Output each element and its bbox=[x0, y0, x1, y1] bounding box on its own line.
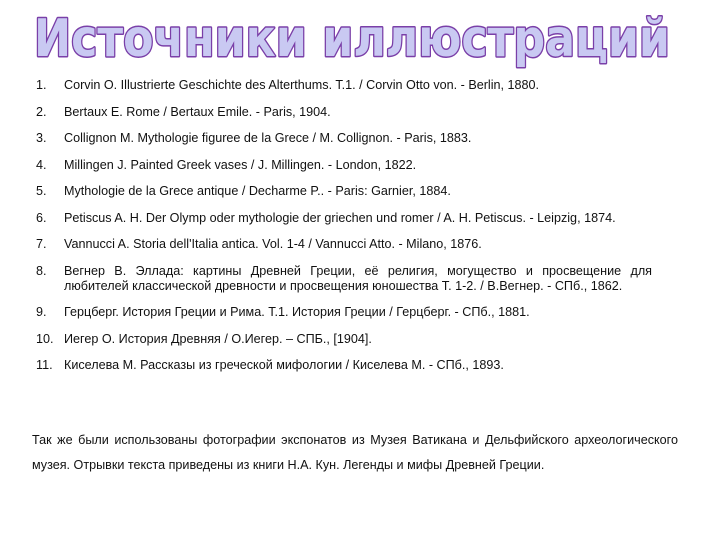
reference-text: Petiscus A. H. Der Olymp oder mythologie der griechen und romer / A. H. Petiscus. - Leipzig, 1874. bbox=[64, 210, 616, 225]
references-list bbox=[36, 78, 652, 385]
reference-number: 3. bbox=[36, 131, 47, 145]
reference-item bbox=[36, 211, 652, 226]
reference-number: 1. bbox=[36, 78, 47, 92]
sources-note: Так же были использованы фотографии экспонатов из Музея Ватикана и Дельфийского археологического музея. Отрывки текста приведены из книги Н.А. Кун. Легенды и мифы Древней Греции. bbox=[32, 433, 678, 472]
reference-item bbox=[36, 184, 652, 199]
reference-number: 2. bbox=[36, 104, 47, 119]
reference-number: 9. bbox=[36, 305, 47, 319]
reference-text: Millingen J. Painted Greek vases / J. Millingen. - London, 1822. bbox=[64, 157, 417, 172]
page-title: Источники иллюстраций bbox=[34, 9, 670, 69]
reference-text: Collignon M. Mythologie figuree de la Grece / M. Collignon. - Paris, 1883. bbox=[64, 131, 472, 145]
reference-item bbox=[36, 305, 652, 320]
reference-text: Иегер О. История Древняя / О.Иегер. – СПБ., [1904]. bbox=[64, 331, 372, 346]
reference-item bbox=[36, 105, 652, 120]
reference-number: 10. bbox=[36, 331, 54, 346]
reference-number: 8. bbox=[36, 263, 47, 278]
reference-text: Mythologie de la Grece antique / Decharme P.. - Paris: Garnier, 1884. bbox=[64, 184, 451, 198]
reference-number: 6. bbox=[36, 210, 47, 225]
reference-text: Вегнер В. Эллада: картины Древней Греции, её религия, могущество и просвещение для любителей классической древности и просвещения юношества Т. 1-2. / В.Вегнер. - СПб., 1862. bbox=[64, 263, 652, 293]
reference-item bbox=[36, 332, 652, 347]
reference-number: 7. bbox=[36, 237, 47, 251]
reference-text: Bertaux E. Rome / Bertaux Emile. - Paris, 1904. bbox=[64, 104, 331, 119]
reference-number: 5. bbox=[36, 184, 47, 198]
reference-item bbox=[36, 158, 652, 173]
title-banner bbox=[0, 2, 720, 74]
reference-number: 4. bbox=[36, 157, 47, 172]
reference-text: Киселева М. Рассказы из греческой мифологии / Киселева М. - СПб., 1893. bbox=[64, 358, 504, 372]
reference-number: 11. bbox=[36, 358, 53, 372]
reference-text: Corvin O. Illustrierte Geschichte des Alterthums. T.1. / Corvin Otto von. - Berlin, 1880. bbox=[64, 78, 540, 92]
reference-item bbox=[36, 78, 652, 93]
reference-item bbox=[36, 131, 652, 146]
reference-item bbox=[36, 358, 652, 373]
title-graphic bbox=[0, 2, 720, 74]
reference-item bbox=[36, 264, 652, 294]
reference-text: Герцберг. История Греции и Рима. Т.1. История Греции / Герцберг. - СПб., 1881. bbox=[64, 305, 530, 319]
reference-item bbox=[36, 237, 652, 252]
reference-text: Vannucci A. Storia dell'Italia antica. Vol. 1-4 / Vannucci Atto. - Milano, 1876. bbox=[64, 237, 482, 251]
